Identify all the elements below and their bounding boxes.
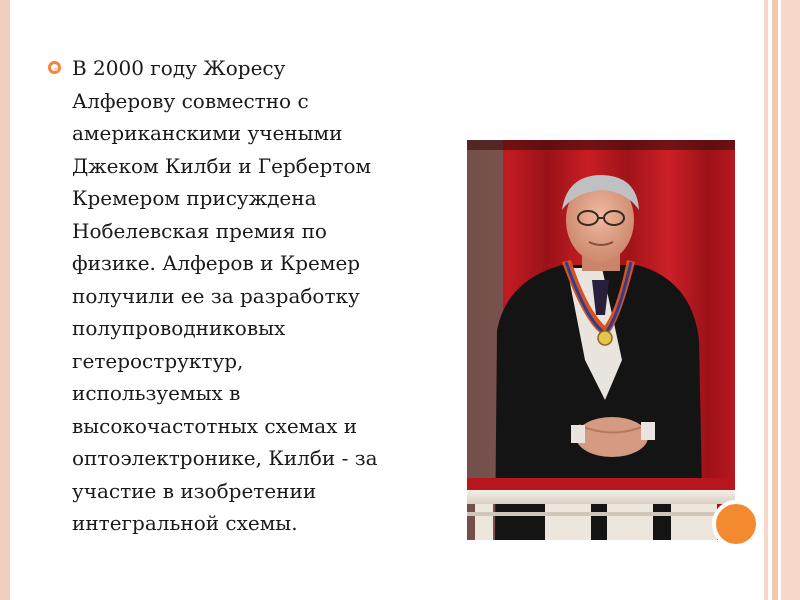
text-line: полупроводниковых xyxy=(72,316,286,340)
text-line: интегральной схемы. xyxy=(72,511,298,535)
left-frame-stripe xyxy=(0,0,10,600)
text-line: участие в изобретении xyxy=(72,478,317,503)
text-line: В 2000 году Жоресу xyxy=(72,56,286,80)
text-line: Нобелевская премия по xyxy=(72,218,327,243)
text-line: Алферову совместно с xyxy=(72,88,309,113)
bullet-icon xyxy=(48,61,61,74)
right-decorative-stripes xyxy=(764,0,800,600)
text-line: американскими учеными xyxy=(72,121,343,145)
text-line: Джеком Килби и Гербертом xyxy=(72,153,372,178)
text-line: гетероструктур, xyxy=(72,348,244,373)
text-line: Кремером присуждена xyxy=(72,186,317,210)
text-line: высокочастотных схемах и xyxy=(72,413,358,438)
text-line: оптоэлектронике, Килби - за xyxy=(72,446,378,470)
text-line: используемых в xyxy=(72,381,241,405)
portrait-photo xyxy=(467,140,735,540)
orange-circle-decoration xyxy=(712,500,760,548)
slide-body-text xyxy=(72,52,452,540)
text-line: получили ее за разработку xyxy=(72,283,360,308)
text-line: физике. Алферов и Кремер xyxy=(72,251,361,275)
